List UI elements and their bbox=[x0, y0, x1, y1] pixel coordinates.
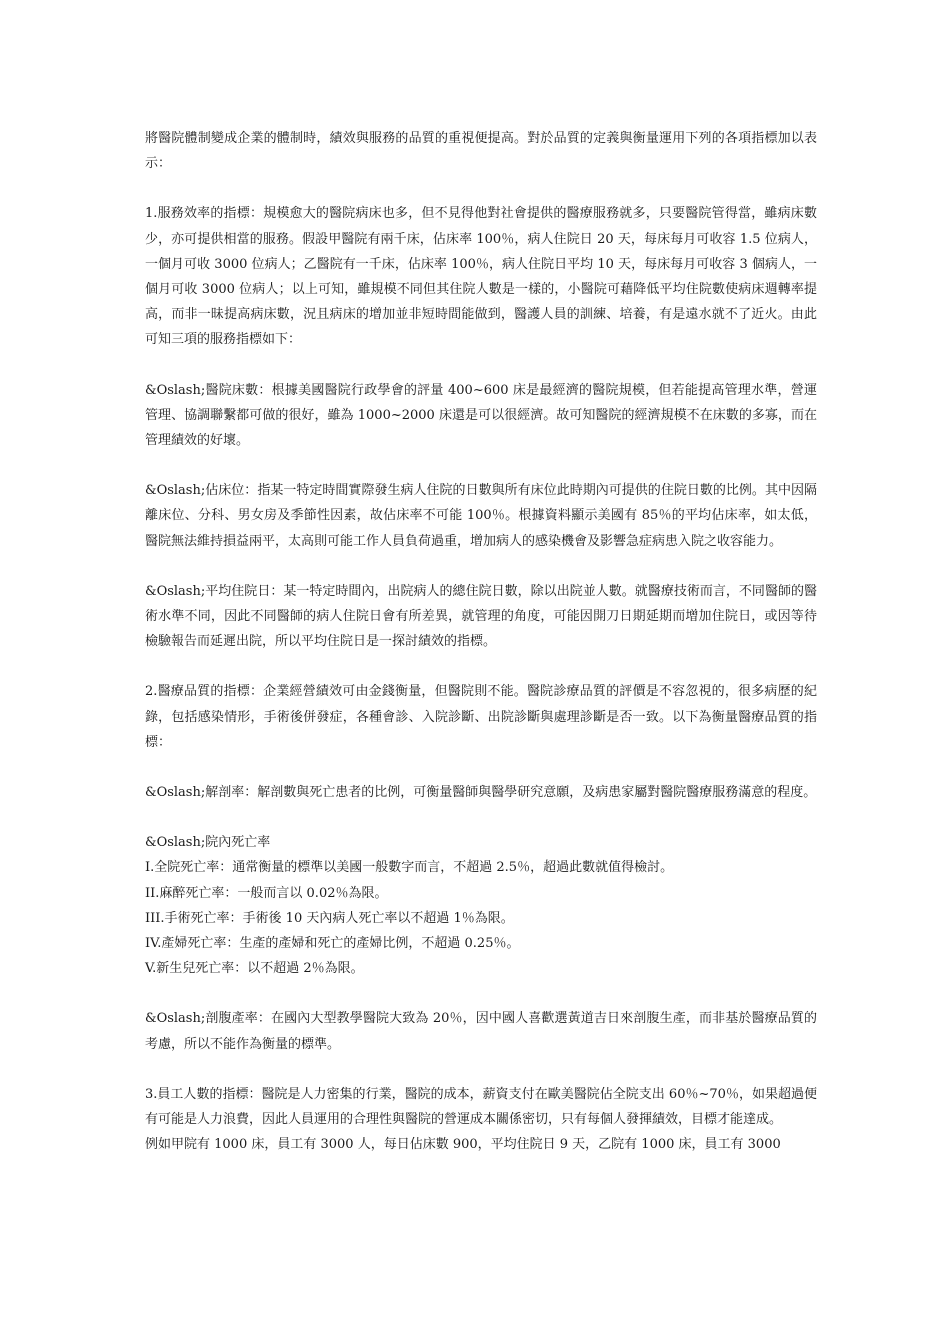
quality-paragraph: 2.醫療品質的指標：企業經營績效可由金錢衡量，但醫院則不能。醫院診療品質的評價是不容忽視的，很多病歷的紀錄，包括感染情形，手術後併發症，各種會診、入院診斷、出院診斷與處理診斷是否一致。以下為衡量醫療品質的指標： bbox=[145, 684, 817, 750]
service-efficiency-paragraph: 1.服務效率的指標：規模愈大的醫院病床也多，但不見得他對社會提供的醫療服務就多，只要醫院管得當，雖病床數少，亦可提供相當的服務。假設甲醫院有兩千床，佔床率 100％，病人住院日 20 天，每床每月可收容 1.5 位病人，一個月可收 3000 位病人；乙醫院有一千床，佔床率 100％，病人住院日平均 10 天，每床每月可收容 3 個病人，一個月可收 3000 位病人；以上可知，雖規模不同但其住院人數是一樣的，小醫院可藉降低平均住院數使病床週轉率提高，而非一昧提高病床數，況且病床的增加並非短時間能做到，醫護人員的訓練、培養，有是遠水就不了近火。由此可知三項的服務指標如下： bbox=[145, 206, 817, 348]
mortality-section bbox=[145, 830, 817, 981]
mortality-item: I.全院死亡率：通常衡量的標準以美國一般數字而言，不超過 2.5％，超過此數就值得檢討。 bbox=[145, 860, 674, 876]
average-stay-paragraph: &Oslash;平均住院日：某一特定時間內，出院病人的總住院日數，除以出院並人數。就醫療技術而言，不同醫師的醫術水準不同，因此不同醫師的病人住院日會有所差異，就管理的角度，可能因開刀日期延期而增加住院日，或因等待檢驗報告而延遲出院，所以平均住院日是一探討績效的指標。 bbox=[145, 583, 817, 650]
mortality-item: II.麻醉死亡率：一般而言以 0.02％為限。 bbox=[145, 885, 388, 901]
document-page bbox=[145, 126, 817, 1158]
staff-paragraph: 3.員工人數的指標：醫院是人力密集的行業，醫院的成本，薪資支付在歐美醫院佔全院支出 60％~70％，如果超過便有可能是人力浪費，因此人員運用的合理性與醫院的營運成本關係密切，只有每個人發揮績效，目標才能達成。 bbox=[145, 1086, 817, 1128]
bed-count-paragraph: &Oslash;醫院床數：根據美國醫院行政學會的評量 400~600 床是最經濟的醫院規模，但若能提高管理水準，營運管理、協調聯繫都可做的很好，雖為 1000~2000 床還是可以很經濟。故可知醫院的經濟規模不在床數的多寡，而在管理績效的好壞。 bbox=[145, 382, 817, 449]
cesarean-paragraph: &Oslash;剖腹產率：在國內大型教學醫院大致為 20％，因中國人喜歡選黃道吉日來剖腹生產，而非基於醫療品質的考慮，所以不能作為衡量的標準。 bbox=[145, 1011, 817, 1052]
mortality-item: V.新生兒死亡率：以不超過 2％為限。 bbox=[145, 961, 364, 977]
occupancy-paragraph: &Oslash;佔床位：指某一特定時間實際發生病人住院的日數與所有床位此時期內可提供的住院日數的比例。其中因隔離床位、分科、男女房及季節性因素，故佔床率不可能 100％。根據資料顯示美國有 85％的平均佔床率，如太低，醫院無法維持損益兩平，太高則可能工作人員負荷過重，增加病人的感染機會及影響急症病患入院之收容能力。 bbox=[145, 483, 817, 549]
intro-paragraph: 將醫院體制變成企業的體制時，績效與服務的品質的重視便提高。對於品質的定義與衡量運用下列的各項指標加以表示： bbox=[145, 131, 817, 172]
mortality-heading: &Oslash;院內死亡率 bbox=[145, 835, 271, 851]
staff-example-paragraph: 例如甲院有 1000 床，員工有 3000 人，每日佔床數 900，平均住院日 9 天，乙院有 1000 床，員工有 3000 bbox=[145, 1137, 781, 1153]
mortality-item: IV.產婦死亡率：生產的產婦和死亡的產婦比例，不超過 0.25％。 bbox=[145, 936, 520, 952]
mortality-item: III.手術死亡率：手術後 10 天內病人死亡率以不超過 1％為限。 bbox=[145, 910, 514, 926]
autopsy-paragraph: &Oslash;解剖率：解剖數與死亡患者的比例，可衡量醫師與醫學研究意願，及病患家屬對醫院醫療服務滿意的程度。 bbox=[145, 785, 817, 801]
